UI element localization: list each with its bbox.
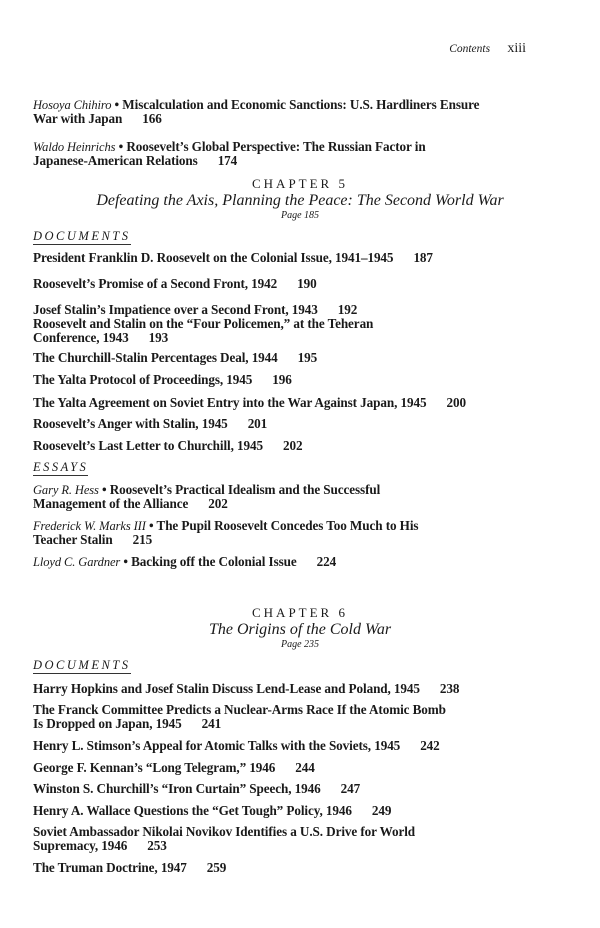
entry-title-line1: Roosevelt’s Global Perspective: The Russian Factor in bbox=[126, 139, 426, 154]
toc-entry bbox=[33, 351, 317, 365]
essay-author: Lloyd C. Gardner bbox=[33, 555, 121, 569]
toc-entry bbox=[33, 303, 357, 317]
toc-entry bbox=[33, 825, 415, 853]
entry-page-number: 195 bbox=[297, 350, 318, 365]
toc-entry bbox=[33, 682, 459, 696]
entry-title-line2: Supremacy, 1946 bbox=[33, 838, 128, 853]
entry-title-line1: Josef Stalin’s Impatience over a Second Front, 1943 bbox=[33, 302, 318, 317]
essay-author: Waldo Heinrichs bbox=[33, 140, 116, 154]
entry-title-line1: The Yalta Agreement on Soviet Entry into the War Against Japan, 1945 bbox=[33, 395, 427, 410]
entry-title-line1: The Pupil Roosevelt Concedes Too Much to His bbox=[156, 518, 419, 533]
entry-page-number: 247 bbox=[340, 781, 361, 796]
entry-title-line2: Is Dropped on Japan, 1945 bbox=[33, 716, 182, 731]
entry-page-number: 224 bbox=[316, 554, 337, 569]
entry-title-line1: Soviet Ambassador Nikolai Novikov Identifies a U.S. Drive for World bbox=[33, 824, 415, 839]
entry-page-number: 249 bbox=[371, 803, 392, 818]
toc-entry bbox=[33, 251, 433, 265]
toc-entry bbox=[33, 140, 426, 168]
bullet: • bbox=[111, 97, 123, 112]
toc-entry bbox=[33, 739, 440, 753]
essay-author: Frederick W. Marks III bbox=[33, 519, 146, 533]
entry-title-line1: Roosevelt’s Practical Idealism and the Successful bbox=[109, 482, 381, 497]
entry-page-number: 241 bbox=[201, 716, 222, 731]
toc-entry bbox=[33, 317, 373, 345]
entry-title-line2: Conference, 1943 bbox=[33, 330, 129, 345]
entry-page-number: 200 bbox=[446, 395, 466, 410]
bullet: • bbox=[145, 518, 157, 533]
entry-title-line1: The Truman Doctrine, 1947 bbox=[33, 860, 187, 875]
toc-entry bbox=[33, 782, 360, 796]
essay-author: Hosoya Chihiro bbox=[33, 98, 112, 112]
bullet: • bbox=[115, 139, 127, 154]
entry-title-line1: Roosevelt’s Anger with Stalin, 1945 bbox=[33, 416, 228, 431]
chapter-title: Defeating the Axis, Planning the Peace: The Second World War bbox=[96, 192, 504, 209]
toc-entry bbox=[33, 703, 446, 731]
toc-entry bbox=[33, 761, 315, 775]
entry-page-number: 202 bbox=[282, 438, 303, 453]
entry-page-number: 253 bbox=[147, 838, 167, 853]
toc-entry bbox=[33, 555, 336, 569]
entry-title-line1: The Yalta Protocol of Proceedings, 1945 bbox=[33, 372, 253, 387]
documents-heading: DOCUMENTS bbox=[33, 658, 131, 672]
entry-title-line1: Roosevelt and Stalin on the “Four Policemen,” at the Teheran bbox=[33, 316, 374, 331]
running-header-label: Contents bbox=[449, 43, 491, 55]
entry-page-number: 192 bbox=[337, 302, 358, 317]
entry-title-line1: Roosevelt’s Promise of a Second Front, 1942 bbox=[33, 276, 278, 291]
entry-page-number: 166 bbox=[142, 111, 162, 126]
entry-title-line2: Japanese-American Relations bbox=[33, 153, 198, 168]
entry-title-line1: President Franklin D. Roosevelt on the Colonial Issue, 1941–1945 bbox=[33, 250, 394, 265]
toc-entry bbox=[33, 396, 466, 410]
entry-page-number: 174 bbox=[217, 153, 238, 168]
entry-title-line1: The Churchill-Stalin Percentages Deal, 1944 bbox=[33, 350, 278, 365]
entry-title-line1: Miscalculation and Economic Sanctions: U.S. Hardliners Ensure bbox=[122, 97, 480, 112]
chapter-label: CHAPTER 5 bbox=[252, 176, 348, 191]
entry-title-line2: Management of the Alliance bbox=[33, 496, 189, 511]
entry-title-line1: Roosevelt’s Last Letter to Churchill, 1945 bbox=[33, 438, 263, 453]
essay-author: Gary R. Hess bbox=[33, 483, 99, 497]
entry-page-number: 193 bbox=[148, 330, 169, 345]
entry-page-number: 196 bbox=[272, 372, 292, 387]
entry-page-number: 259 bbox=[206, 860, 227, 875]
toc-entry bbox=[33, 804, 391, 818]
toc-entry bbox=[33, 373, 292, 387]
entry-title-line1: Backing off the Colonial Issue bbox=[131, 554, 297, 569]
documents-heading: DOCUMENTS bbox=[33, 229, 131, 243]
bullet: • bbox=[120, 554, 132, 569]
bullet: • bbox=[98, 482, 110, 497]
entry-page-number: 187 bbox=[413, 250, 433, 265]
entry-page-number: 242 bbox=[420, 738, 440, 753]
toc-entry bbox=[33, 861, 226, 875]
entry-page-number: 201 bbox=[247, 416, 268, 431]
page-number: xiii bbox=[507, 41, 526, 56]
toc-entry bbox=[33, 483, 380, 511]
entry-page-number: 244 bbox=[295, 760, 315, 775]
entry-title-line1: Henry A. Wallace Questions the “Get Tough” Policy, 1946 bbox=[33, 803, 352, 818]
entry-title-line1: Henry L. Stimson’s Appeal for Atomic Talks with the Soviets, 1945 bbox=[33, 738, 401, 753]
entry-title-line1: Harry Hopkins and Josef Stalin Discuss Lend-Lease and Poland, 1945 bbox=[33, 681, 420, 696]
toc-entry bbox=[33, 439, 302, 453]
entry-title-line2: War with Japan bbox=[33, 111, 123, 126]
running-header bbox=[449, 40, 526, 57]
essays-heading: ESSAYS bbox=[33, 460, 89, 474]
toc-entry bbox=[33, 277, 317, 291]
entry-title-line1: The Franck Committee Predicts a Nuclear-Arms Race If the Atomic Bomb bbox=[33, 702, 446, 717]
entry-title-line1: George F. Kennan’s “Long Telegram,” 1946 bbox=[33, 760, 276, 775]
entry-title-line2: Teacher Stalin bbox=[33, 532, 113, 547]
entry-page-number: 202 bbox=[208, 496, 228, 511]
toc-entry bbox=[33, 417, 267, 431]
entry-page-number: 238 bbox=[439, 681, 460, 696]
entry-title-line1: Winston S. Churchill’s “Iron Curtain” Speech, 1946 bbox=[33, 781, 321, 796]
chapter-page: Page 185 bbox=[280, 210, 320, 221]
chapter-page: Page 235 bbox=[280, 639, 320, 650]
chapter-label: CHAPTER 6 bbox=[252, 605, 348, 620]
chapter-heading bbox=[0, 176, 600, 222]
toc-entry bbox=[33, 98, 479, 126]
toc-entry bbox=[33, 519, 418, 547]
chapter-heading bbox=[0, 605, 600, 651]
chapter-title: The Origins of the Cold War bbox=[208, 621, 392, 638]
entry-page-number: 215 bbox=[132, 532, 153, 547]
entry-page-number: 190 bbox=[297, 276, 317, 291]
